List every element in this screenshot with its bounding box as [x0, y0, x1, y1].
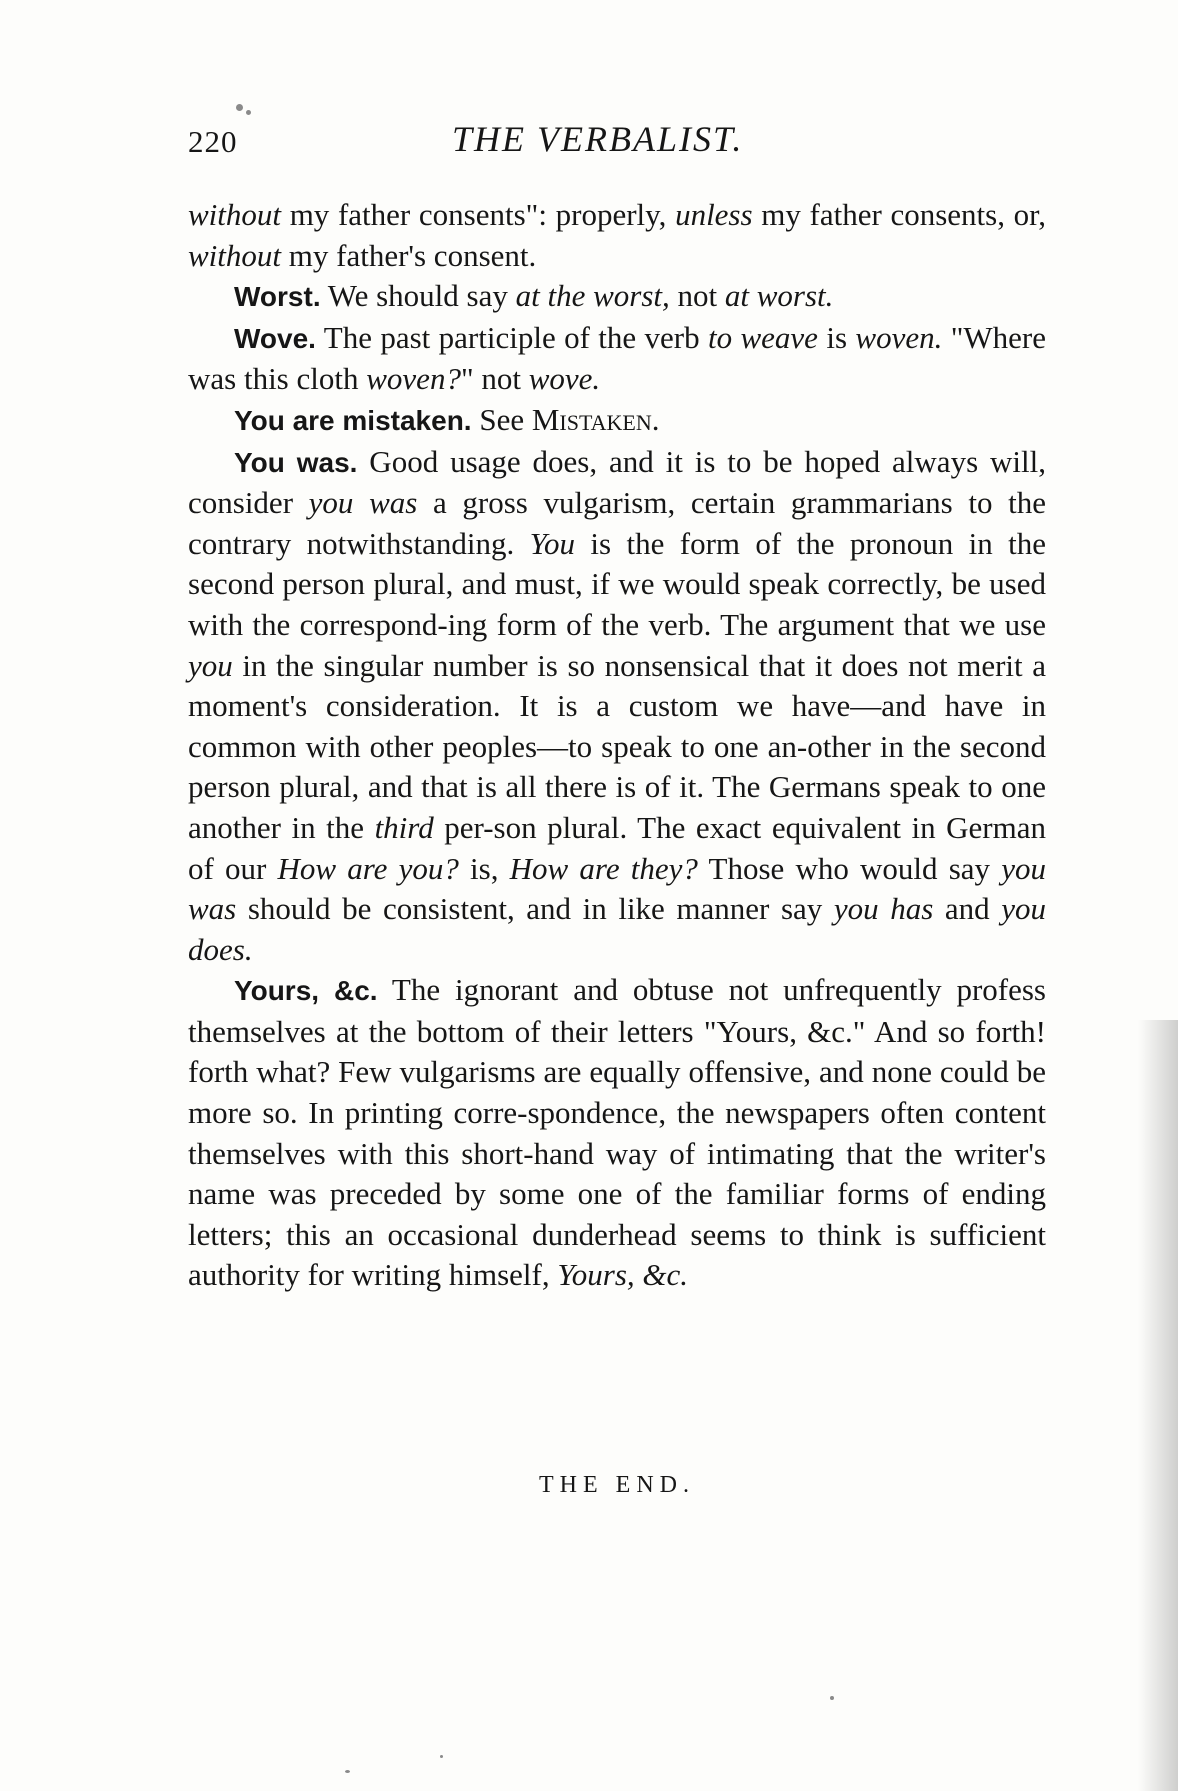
body-text	[188, 195, 1046, 1296]
page-header	[188, 118, 1048, 168]
entry-headword: Worst.	[234, 281, 321, 313]
entry-headword: Wove.	[234, 322, 316, 354]
italic-word: without	[188, 197, 282, 232]
italic-word: you does.	[188, 891, 1047, 967]
print-speck	[345, 1770, 350, 1773]
entry-yours-etc	[188, 970, 1046, 1296]
cross-reference: Mistaken.	[531, 401, 660, 437]
text-run: my father consents, or,	[752, 197, 1046, 232]
italic-word: You	[529, 525, 576, 561]
text-run: " not	[460, 361, 529, 397]
italic-word: How are they?	[509, 850, 698, 886]
text-run: in the singular number is so nonsensical that it does not merit a moment's consideration. It is a custom we have—and have in common with other peoples—to speak to one an-other in the second person plural, and that is all there is of it. The Germans speak to one another in the	[188, 647, 1046, 845]
italic-word: you was	[308, 485, 418, 521]
italic-word: wove.	[528, 361, 601, 397]
page-number: 220	[188, 124, 238, 159]
italic-word: you has	[833, 891, 934, 927]
text-run: not	[669, 278, 725, 314]
text-run: We should say	[320, 278, 516, 314]
entry-headword: You was.	[234, 446, 358, 478]
text-run: Those who would say	[697, 850, 1002, 886]
text-run: per-son plural. The exact equivalent in German of our	[188, 809, 1046, 886]
page-edge-shadow	[1138, 1020, 1178, 1791]
italic-word: at the worst,	[515, 278, 670, 314]
entry-worst	[188, 276, 1046, 318]
text-run: my father's consent.	[281, 237, 537, 273]
text-run: See	[471, 401, 532, 437]
text-run: The ignorant and obtuse not unfrequently profess themselves at the bottom of their letters "Yours, &c." And so forth! forth what? Few vulgarisms are equally offensive, and none could be more so. In printing corre-spondence, the newspapers often content themselves with this short-hand way of intimating that the writer's name was preceded by some one of the familiar forms of ending letters; this an occasional dunderhead seems to think is sufficient authority for writing himself,	[188, 972, 1046, 1293]
italic-word: without	[188, 237, 282, 273]
entry-you-are-mistaken	[188, 400, 1046, 442]
text-run: is,	[458, 850, 510, 886]
italic-word: woven?	[366, 361, 461, 397]
entry-you-was	[188, 442, 1046, 971]
text-run: is the form of the pronoun in the second person plural, and must, if we would speak correctly, be used with the correspond-ing form of the verb. The argument that we use	[188, 525, 1047, 642]
print-speck	[830, 1696, 834, 1700]
italic-word: woven.	[855, 319, 943, 355]
text-run: a gross vulgarism, certain grammarians to the contrary notwithstanding.	[188, 485, 1046, 561]
entry-headword: You are mistaken.	[234, 404, 472, 436]
running-title: THE VERBALIST.	[452, 119, 744, 159]
the-end-label: THE END.	[539, 1472, 695, 1498]
text-run: and	[933, 891, 1002, 927]
print-speck	[440, 1755, 443, 1758]
italic-word: you	[188, 647, 233, 683]
italic-word: at worst.	[724, 278, 834, 314]
italic-word: Yours, &c.	[557, 1257, 689, 1293]
italic-word: you was	[188, 850, 1046, 927]
italic-word: unless	[675, 197, 753, 232]
text-run: should be consistent, and in like manner say	[236, 891, 834, 927]
paragraph-continuation	[188, 195, 1046, 276]
entry-wove	[188, 318, 1046, 400]
italic-word: How are you?	[277, 850, 459, 886]
entry-headword: Yours, &c.	[234, 975, 378, 1007]
print-speck	[236, 104, 243, 111]
text-run: "Where was this cloth	[188, 319, 1046, 397]
text-run: Good usage does, and it is to be hoped always will, consider	[188, 443, 1046, 521]
italic-word: third	[374, 809, 434, 845]
text-run: is	[817, 319, 856, 355]
text-run: The past participle of the verb	[315, 319, 708, 355]
text-run: my father consents": properly,	[281, 197, 676, 232]
print-speck	[246, 110, 251, 115]
italic-word: to weave	[708, 319, 818, 355]
